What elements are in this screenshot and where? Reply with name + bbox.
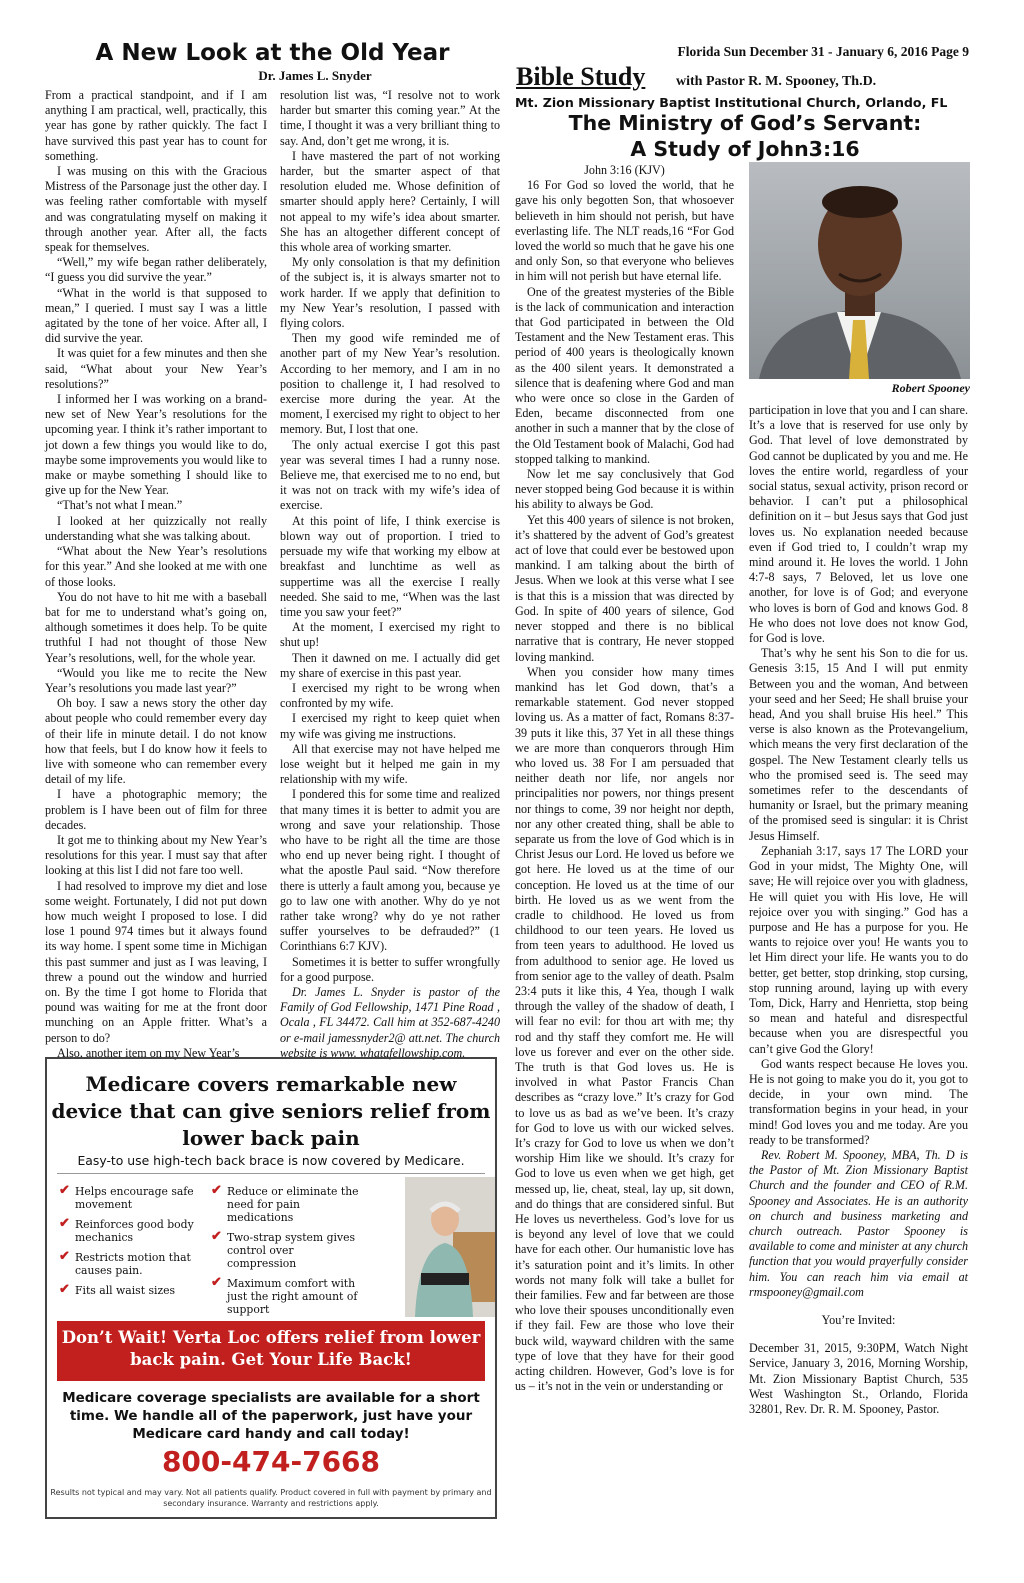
section-byline: with Pastor R. M. Spooney, Th.D. [676,74,877,89]
paragraph: I exercised my right to keep quiet when my wife was giving me instructions. [280,711,500,741]
church-name: Mt. Zion Missionary Baptist Institutional Church, Orlando, FL [515,95,948,110]
article2-title [515,110,975,162]
ad-specialists-text: Medicare coverage specialists are available for a short time. We handle all of the paperwork, just have your Medicare card handy and call today! [62,1390,480,1442]
benefits-left [59,1185,207,1304]
paragraph: Sometimes it is better to suffer wrongfully for a good purpose. [280,954,500,984]
paragraph: resolution list was, “I resolve not to work harder but smarter this coming year.” At the time, I thought it was a very brilliant thing to say. And, don’t get me wrong, it is. [280,88,500,148]
photo-caption: Robert Spooney [891,381,970,395]
paragraph: Also, another item on my New Year’s [57,1045,240,1060]
article2-title-line-2: A Study of John3:16 [630,137,860,161]
paragraph: It was quiet for a few minutes and then she said, “What about your New Year’s resolutions?” [45,346,267,391]
event-details: December 31, 2015, 9:30PM, Watch Night Service, January 3, 2016, Morning Worship, Mt. Zion Missionary Baptist Church, 535 West Washington St., Orlando, Florida 32801, Rev. Dr. R. M. Spooney, Pastor. [749,1341,968,1416]
paragraph: The only actual exercise I got this past year was several times I had a runny nose. Believe me, that exercised me to no end, but it was not on track with my wife’s idea of exercise. [280,437,500,513]
paragraph: At this point of life, I think exercise is blown way out of proportion. I tried to persuade my wife that working my elbow at breakfast and lunchtime as well as suppertime was all the exercise I really needed. She said to me, “When was the last time you saw your feet?” [280,513,500,619]
article2-column-1 [515,163,734,1394]
check-icon: ✔ [211,1275,222,1290]
paragraph: “That’s not what I mean.” [57,498,183,513]
paragraph: I pondered this for some time and realized that many times it is better to admit you are wrong and save your relationship. Those who have to be right all the time are those who end up never being right. I thought of what the apostle Paul said. “Now therefore there is utterly a fault among you, because ye go to law one with another. Why do ye not rather take wrong? why do ye not rather suffer yourselves to be defrauded?” (1 Corinthians 6:7 KJV). [280,787,500,954]
paragraph: From a practical standpoint, and if I am anything I am practical, well, practically, this year has gone by rather quickly. The fact I have survived this past year has to count for something. [45,88,267,163]
paragraph: “What about the New Year’s resolutions for this year.” And she looked at me with one of those looks. [45,544,267,589]
paragraph: One of the greatest mysteries of the Bible is the lack of communication and interaction that God participated in between the Old Testament and the New Testament eras. This period of 400 years is theologically known as the 400 silent years. It demonstrated a silence that is deafening where God and man who were once so close in the Garden of Eden, became disconnected from one another in such a manner that by the close of the Old Testament book of Malachi, God had stopped talking to mankind. [515,284,734,466]
paragraph: “Would you like me to recite the New Year’s resolutions you made last year?” [45,665,267,695]
article1-title: A New Look at the Old Year [95,40,450,66]
paragraph: Now let me say conclusively that God never stopped being God because it is within his ability to always be God. [515,467,734,512]
benefits-right [211,1185,361,1323]
ad-banner: Don’t Wait! Verta Loc offers relief from lower back pain. Get Your Life Back! [57,1321,485,1381]
paragraph: “Well,” my wife began rather deliberately, “I guess you did survive the year.” [45,255,267,285]
paragraph: You do not have to hit me with a baseball bat for me to understand what’s going on, although sometimes it does help. To be quite truthful I had not thought of those New Year’s resolutions, well, for the whole year. [45,589,267,665]
paragraph: It got me to thinking about my New Year’s resolutions for this year. I must say that after looking at this list I did not fare too well. [45,832,267,878]
paragraph: At the moment, I exercised my right to shut up! [280,620,500,650]
article1-column-1 [45,88,267,1061]
check-icon: ✔ [211,1229,222,1244]
pastor-photo [749,162,970,379]
check-icon: ✔ [59,1216,70,1231]
ad-subhead: Easy-to use high-tech back brace is now covered by Medicare. [77,1153,465,1168]
check-icon: ✔ [59,1282,70,1297]
article2-title-line-1: The Ministry of God’s Servant: [568,111,922,135]
benefit-item: ✔ Fits all waist sizes [59,1282,176,1297]
benefit-item: ✔ Reduce or eliminate the need for pain medications [211,1183,359,1224]
paragraph: I was musing on this with the Gracious Mistress of the Parsonage just the other day. I was feeling rather comfortable with myself and was congratulating myself on making it through another year. After all, the facts speak for themselves. [45,164,267,255]
paragraph: All that exercise may not have helped me lose weight but it helped me gain in my relationship with my wife. [280,741,500,787]
section-title: Bible Study [516,62,646,91]
paragraph: Oh boy. I saw a news story the other day about people who could remember every day of their life in minute detail. I do not know how that feels, but I do know how it feels to live with someone who can remember every detail of my life. [45,696,267,787]
paragraph: I looked at her quizzically not really understanding what she was talking about. [45,513,267,543]
paragraph: Then it dawned on me. I actually did get my share of exercise in this past year. [280,650,500,680]
paragraph: participation in love that you and I can share. It’s a love that is reserved for use only by God. That level of love demonstrated by God cannot be duplicated by you and me. He loves the entire world, regardless of your social status, sexual activity, prison record or behavior. I can’t put a philosophical definition on it – but Jesus says that God just loves us. No explanation needed because even if God tried to, I couldn’t wrap my mind around it. He loves the world. 1 John 4:7-8 says, 7 Beloved, let us love one another, for love is of God; and everyone who loves is born of God and knows God. 8 He who does not love does not know God, for God is love. [749,403,968,646]
page-header: Florida Sun December 31 - January 6, 2016 Page 9 [677,44,969,59]
ad-phone-number: 800-474-7668 [161,1445,381,1478]
author-bio: Dr. James L. Snyder is pastor of the Family of God Fellowship, 1471 Pine Road , Ocala , FL 34472. Call him at 352-687-4240 or e-mail jamessnyder2@ att.net. The church website is www. whatafellowship.com. [280,984,500,1060]
ad-fine-print: Results not typical and may vary. Not all patients qualify. Product covered in full with payment by primary and secondary insurance. Warranty and restrictions apply. [50,1488,492,1508]
invitation-heading: You’re Invited: [821,1312,896,1327]
medicare-advertisement [45,1057,497,1519]
scripture-reference: John 3:16 (KJV) [584,163,665,177]
ad-headline: Medicare covers remarkable new device that can give seniors relief from lower back pain [51,1072,491,1150]
paragraph: I have a photographic memory; the problem is I have been out of film for three decades. [45,787,267,832]
benefit-item: ✔ Two-strap system gives control over compression [211,1229,356,1270]
check-icon: ✔ [59,1183,70,1198]
senior-man-illustration [405,1177,495,1317]
paragraph: I have mastered the part of not working harder, but the smarter aspect of that resolution eluded me. Whose definition of smarter should apply here? Certainly, I will not appeal to my wife’s idea about smarter. She has an altogether different concept of this whole area of working smarter. [280,148,500,255]
benefit-item: ✔ Restricts motion that causes pain. [59,1249,191,1277]
benefit-item: ✔ Helps encourage safe movement [59,1183,194,1211]
paragraph: I had resolved to improve my diet and lose some weight. Fortunately, I did not put down how much weight I proposed to lose. I did lose 1 pound 974 times but it always found its way home. I spent some time in Michigan this past summer and just as I was leaving, I threw a pound out the window and hurried on. By the time I got home to Florida that pound was waiting for me at the front door munching on an Apple fritter. What’s a person to do? [45,878,267,1045]
author-bio: Rev. Robert M. Spooney, MBA, Th. D is the Pastor of Mt. Zion Missionary Baptist Church and the founder and CEO of R.M. Spooney and Associates. He is an authority on church and business marketing and church outreach. Pastor Spooney is available to come and minister at any church function that you would prayerfully consider him. You can reach him via email at rmspooney@gmail.com [749,1147,968,1299]
ad-divider [57,1173,485,1174]
check-icon: ✔ [211,1183,222,1198]
article2-column-2 [749,403,968,1417]
paragraph: God wants respect because He loves you. He is not going to make you do it, you got to decide, in your own mind. The transformation begins in your head, in your mind! God loves you and me today. Are you ready to be transformed? [749,1056,968,1147]
benefit-item: ✔ Maximum comfort with just the right amount of support [211,1275,358,1316]
paragraph: “What in the world is that supposed to mean,” I queried. I must say I was a little agitated by the tone of her voice. After all, I did survive the year. [45,285,267,346]
paragraph: Zephaniah 3:17, says 17 The LORD your God in your midst, The Mighty One, will save; He will rejoice over you with gladness, He will quiet you with His love, He will rejoice over you with singing.” God has a purpose and He has a purpose for you. He wants to rejoice over you! He wants you to let Him direct your life. He wants you to do better, get better, stop drinking, stop cursing, stop running around, laying up with every Tom, Dick, Harry and Henrietta, stop being so mean and hateful and disrespectful because when you are disrespectful you can’t give God the Glory! [749,843,968,1056]
paragraph: 16 For God so loved the world, that he gave his only begotten Son, that whosoever believeth in him should not perish, but have everlasting life. The NLT reads,16 “For God loved the world so much that he gave his one and only Son, so that everyone who believes in him will not perish but have eternal life. [515,178,734,284]
article1-byline: Dr. James L. Snyder [258,68,372,83]
benefit-item: ✔ Reinforces good body mechanics [59,1216,194,1244]
paragraph: When you consider how many times mankind has let God down, that’s a remarkable statement. God never stopped loving us. As a matter of fact, Romans 8:37-39 puts it like this, 37 Yet in all these things we are more than conquerors through Him who loved us. 38 For I am persuaded that neither death nor life, nor angels nor principalities nor powers, nor things present nor things to come, 39 nor height nor depth, nor any other created thing, shall be able to separate us from the love of God which is in Christ Jesus our Lord. He loved us before we got here. He loved us at the time of our conception. He loved us at the time of our birth. He loved us as we went from the cradle to childhood. He loved us from childhood to our teen years. He loved us from teen years to adulthood. He loved us from adulthood to senior age. He loved us from senior age to the valley of death. Psalm 23:4 puts it like this, 4 Yea, though I walk through the valley of the shadow of death, I will fear no evil: for thou art with me; thy rod and thy staff they comfort me. He will love us forever and ever on the other side. The truth is that God loves us. He is involved in what Pastor Francis Chan describes as “crazy love.” It’s crazy for God to love us as bad as we’ve been. It’s crazy for God to love us with our wicked selves. It’s crazy for God to love us when we don’t worship Him like we should. It’s crazy for God to love us even when we get high, get messed up, lie, cheat, steal, lay up, sit down, and do things that are considered sinful. But He loves us nevertheless. God’s love for us is beyond any level of love that we could have for each other. Our humanistic love has it’s saturation point and it’s limits. In other words not many folk will take a bullet for their families. Few and far between are those who love their spouses unconditionally even if they fail. Few are those who love their buck wild, wayward children with the same type of love that they have for their good acting children. However, God’s love is for us – it’s not in the vein or understanding or [515,664,734,1394]
portrait-illustration [749,162,970,379]
paragraph: Yet this 400 years of silence is not broken, it’s shattered by the advent of God’s greatest act of love that could ever be bestowed upon mankind. I am talking about the birth of Jesus. When we look at this verse what I see is that this is a mission that was directed by God. In spite of 400 years of silence, God never stopped and there is no biblical narrative that is contrary, He never stopped loving mankind. [515,512,734,664]
paragraph: I exercised my right to be wrong when confronted by my wife. [280,680,500,711]
paragraph: My only consolation is that my definition of the subject is, it is always smarter not to work harder. If we apply that definition to my New Year’s resolution, I passed with flying colors. [280,255,500,331]
article1-column-2 [280,88,500,1061]
check-icon: ✔ [59,1249,70,1264]
paragraph: I informed her I was working on a brand-new set of New Year’s resolutions for the upcoming year. I think it’s rather important to jot down a few things you would like to do, maybe some improvements you would like to make or maybe something I should like to give up for the New Year. [45,392,267,498]
paragraph: Then my good wife reminded me of another part of my New Year’s resolution. According to her memory, and I am in no position to challenge it, I had resolved to exercise more during the year. At the moment, I exercised my right to object to her memory. But, I lost that one. [280,331,500,437]
paragraph: That’s why he sent his Son to die for us. Genesis 3:15, 15 And I will put enmity Between you and the woman, And between your seed and her Seed; He shall bruise your head, And you shall bruise His heel.” This verse is also known as the Protevangelium, which means the very first declaration of the gospel. The New Testament clearly tells us who the promised seed is. The seed may sometimes refer to the descendants of humanity or Israel, but the primary meaning of the promised seed is singular: it is Christ Jesus Himself. [749,646,968,843]
